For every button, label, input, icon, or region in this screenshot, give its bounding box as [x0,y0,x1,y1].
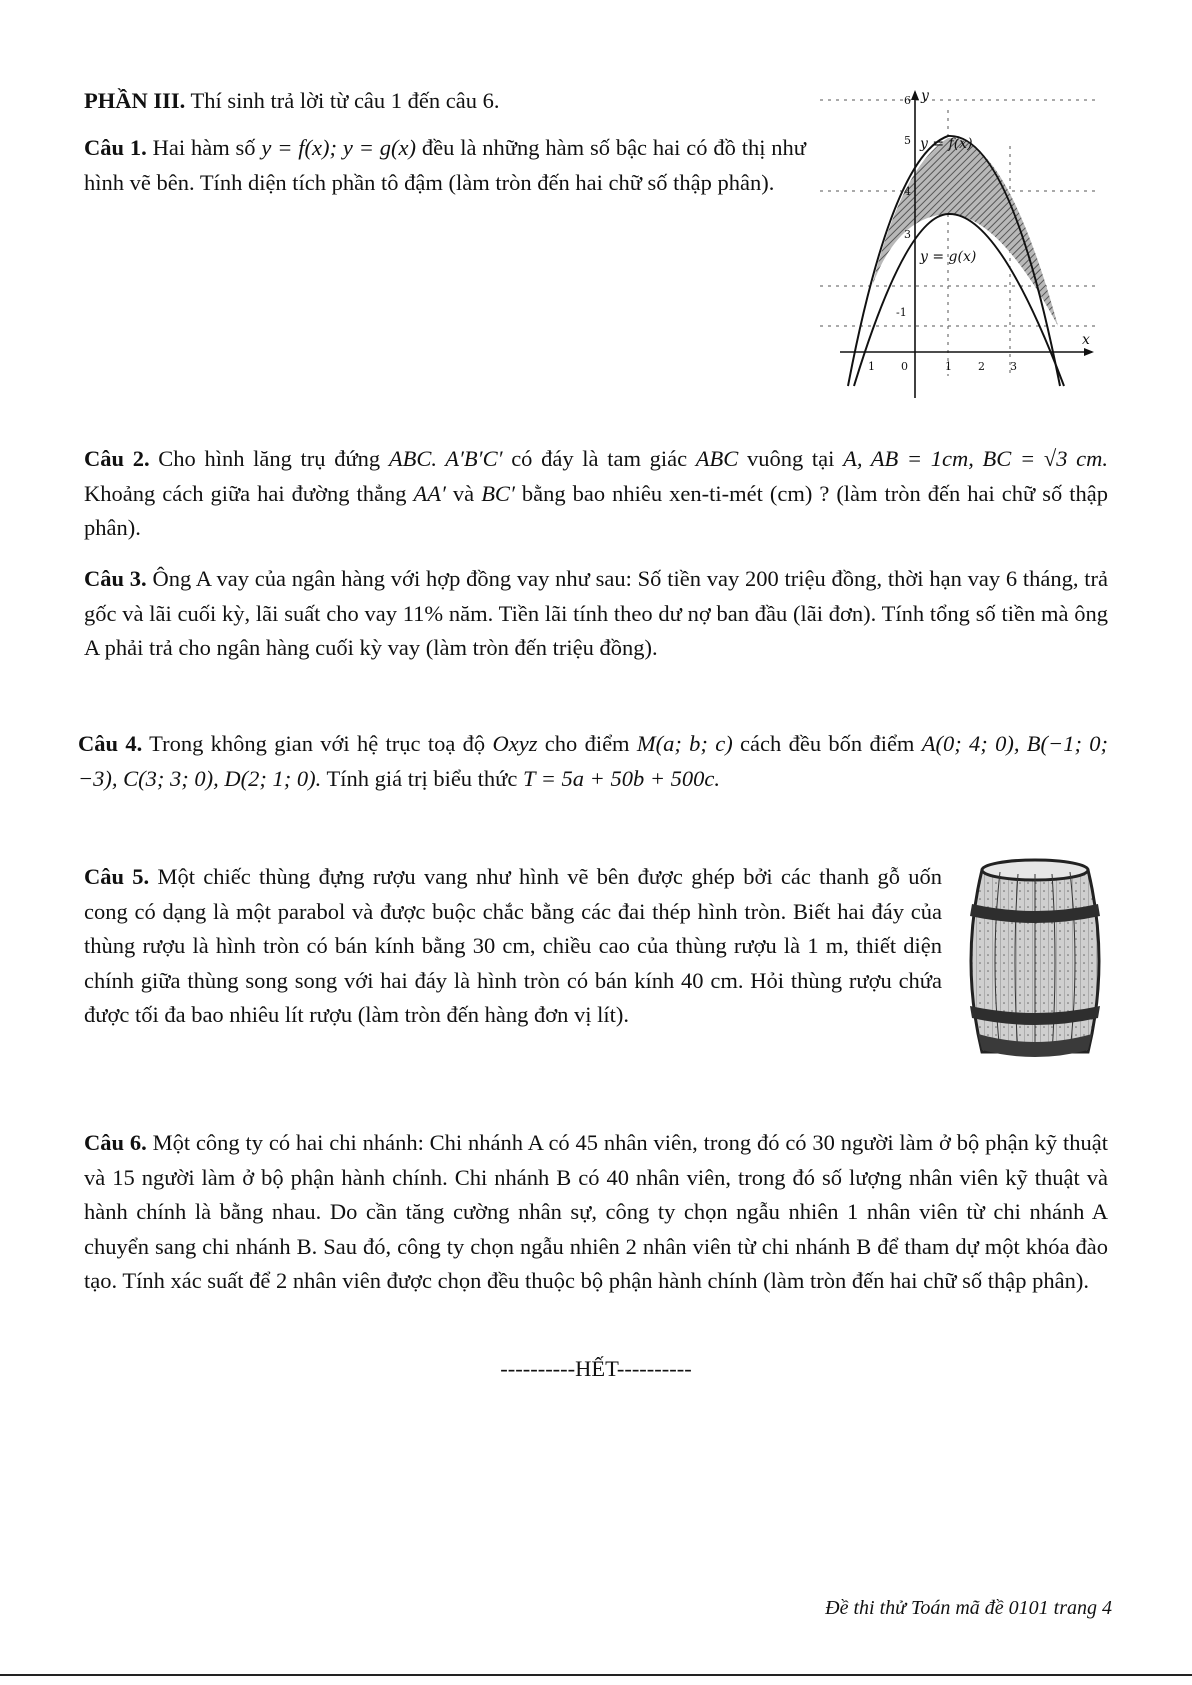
x-axis-label: x [1082,332,1090,348]
q1-math-1: y = f(x); y = g(x) [261,135,416,160]
q1-text-1: Hai hàm số [146,135,262,160]
q2-text-1: Cho hình lăng trụ đứng [149,446,389,471]
y-tick-5: 5 [904,134,911,147]
question-3 [84,562,1108,666]
shaded-region-right [948,138,1058,326]
q2-text-6: bằng bao nhiêu xen-ti-mét (cm) ? (làm tròn đến hai chữ số thập phân). [84,480,1108,540]
q4-text-3: cách đều bốn điểm [732,731,922,756]
q4-text-2: cho điểm [537,731,637,756]
question-4 [78,727,1108,796]
y-axis-label: y [921,88,929,104]
wine-barrel-image [960,856,1110,1066]
q3-label: Câu 3. [84,566,147,591]
q2-math-2: ABC [695,446,739,471]
q2-math-1: ABC. A′B′C′ [388,446,503,471]
question-2 [84,442,1108,546]
end-mark: ----------HẾT---------- [500,1356,692,1381]
q2-text-4: Khoảng cách giữa hai đường thẳng [84,480,414,506]
q4-text-1: Trong không gian với hệ trục toạ độ [142,731,493,756]
q2-math-3: A, AB = 1cm, BC = √3 cm. [843,446,1108,471]
q5-label: Câu 5. [84,864,150,889]
q5-text: Một chiếc thùng đựng rượu vang như hình vẽ bên được ghép bởi các thanh gỗ uốn cong có dạng là một parabol và được buộc chắc bằng các đai thép hình tròn. Biết hai đáy của thùng rượu là hình tròn có bán kính bằng 30 cm, chiều cao của thùng rượu là 1 m, thiết diện chính giữa thùng song song với hai đáy là hình tròn có bán kính 40 cm. Hỏi thùng rượu chứa được tối đa bao nhiêu lít rượu (làm tròn đến hàng đơn vị lít). [84,864,942,1027]
x-tick-2: 2 [978,360,985,373]
q4-math-1: Oxyz [492,731,538,756]
page-footer: Đề thi thử Toán mã đề 0101 trang 4 [825,1597,1112,1619]
q4-math-4: T = 5a + 50b + 500c. [523,765,721,791]
q6-text: Một công ty có hai chi nhánh: Chi nhánh A có 45 nhân viên, trong đó có 30 người làm ở bộ phận kỹ thuật và 15 người làm ở bộ phận hành chính. Chi nhánh B có 40 nhân viên, trong đó số lượng nhân viên kỹ thuật và hành chính là bằng nhau. Do cần tăng cường nhân sự, công ty chọn ngẫu nhiên 1 nhân viên từ chi nhánh A chuyển sang chi nhánh B. Sau đó, công ty chọn ngẫu nhiên 2 nhân viên từ chi nhánh B để tham dự một khóa đào tạo. Tính xác suất để 2 nhân viên được chọn đều thuộc bộ phận hành chính (làm tròn đến hai chữ số thập phân). [84,1130,1108,1293]
q2-text-2: có đáy là tam giác [502,446,696,471]
x-tick-3: 3 [1010,360,1017,373]
g-label: y = g(x) [920,249,977,265]
q4-math-2: M(a; b; c) [636,731,733,756]
part-label: PHẦN III. [84,88,186,113]
q6-label: Câu 6. [84,1130,147,1155]
bottom-border-line [0,1674,1192,1676]
x-tick-0: 0 [901,360,908,373]
q2-math-4: AA′ [413,480,446,506]
question-5 [84,860,942,1033]
y-tick-3: 3 [904,228,911,241]
q1-text-2: đều là những hàm số bậc hai có đồ thị như hình vẽ bên. Tính diện tích phần tô đậm (làm tròn đến hai chữ số thập phân). [84,135,807,195]
q4-text-4: Tính giá trị biểu thức [321,765,523,791]
question-1 [84,131,806,200]
y-tick-neg1: -1 [896,306,907,319]
q3-text: Ông A vay của ngân hàng với hợp đồng vay như sau: Số tiền vay 200 triệu đồng, thời hạn vay 6 tháng, trả gốc và lãi cuối kỳ, lãi suất cho vay 11% năm. Tiền lãi tính theo dư nợ ban đầu (lãi đơn). Tính tổng số tiền mà ông A phải trả cho ngân hàng cuối kỳ vay (làm tròn đến triệu đồng). [84,566,1109,660]
q1-label: Câu 1. [84,135,147,160]
q4-label: Câu 4. [78,731,143,756]
f-label: y = f(x) [920,136,973,152]
q2-math-5: BC′ [481,480,515,506]
q4-math-3: A(0; 4; 0), B(−1; 0; −3), C(3; 3; 0), D(2; 1; 0). [78,731,1109,791]
y-tick-6: 6 [904,94,911,107]
q2-label: Câu 2. [84,446,150,471]
q2-text-3: vuông tại [738,446,844,471]
x-tick-neg1: 1 [868,360,875,373]
question-6 [84,1126,1108,1299]
part-instruction: Thí sinh trả lời từ câu 1 đến câu 6. [185,88,500,113]
q2-text-5: và [445,480,482,506]
parabola-graph [820,86,1096,416]
part-heading [84,84,724,119]
x-tick-1: 1 [945,360,952,373]
y-tick-4: 4 [904,185,911,198]
